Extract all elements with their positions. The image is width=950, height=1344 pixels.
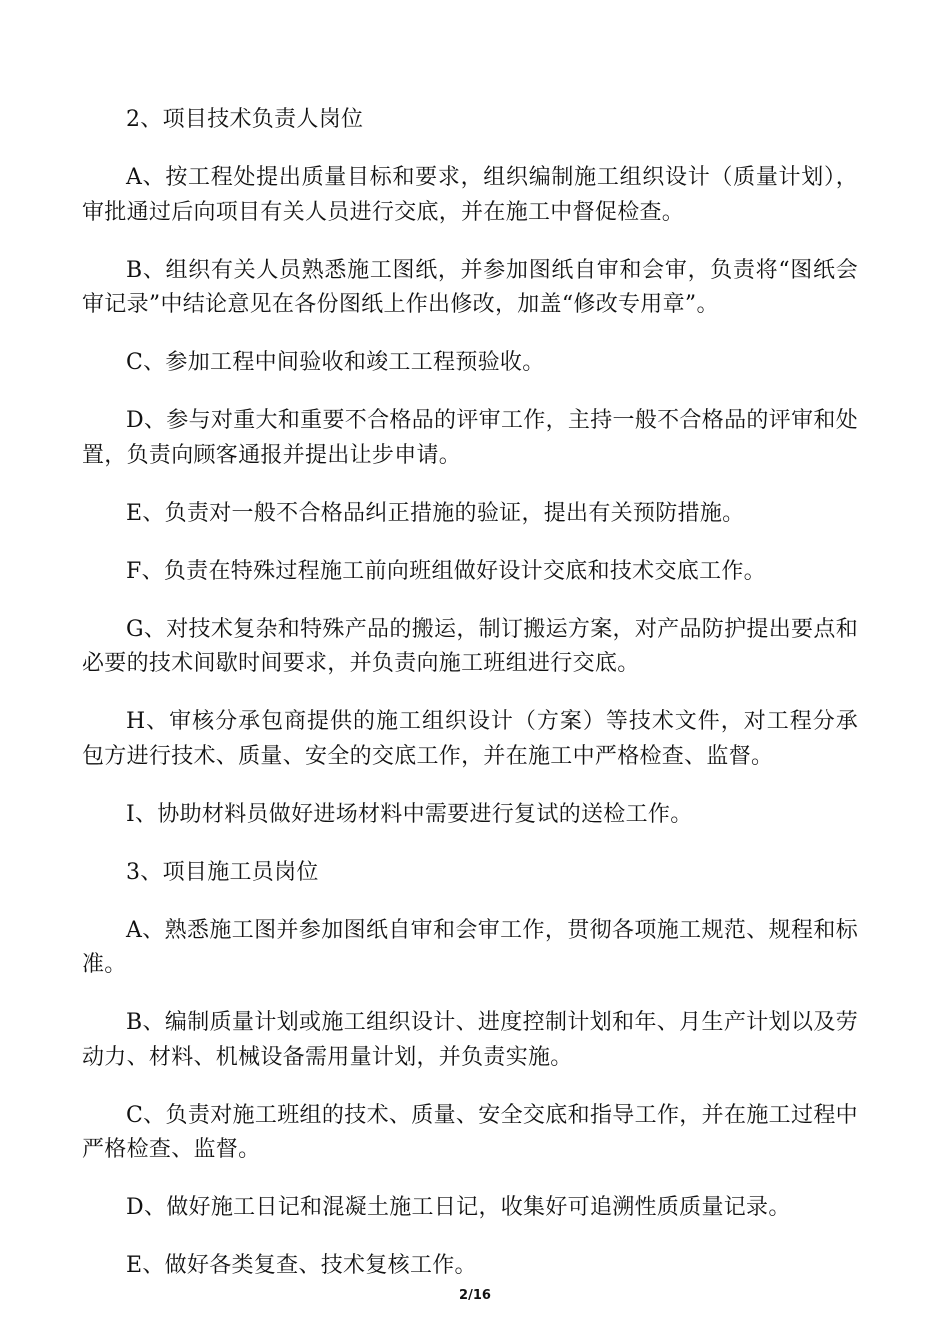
page-number: 2/16 (459, 1288, 491, 1303)
paragraph-item-b: B、组织有关人员熟悉施工图纸，并参加图纸自审和会审，负责将“图纸会审记录”中结论意见在各份图纸上作出修改，加盖“修改专用章”。 (82, 257, 858, 317)
paragraph-item-d2: D、做好施工日记和混凝土施工日记，收集好可追溯性质质量记录。 (126, 1195, 791, 1220)
document-body (82, 103, 858, 1307)
paragraph-item-a: A、按工程处提出质量目标和要求，组织编制施工组织设计（质量计划），审批通过后向项目有关人员进行交底，并在施工中督促检查。 (82, 165, 858, 225)
section-heading-technical-lead: 2、项目技术负责人岗位 (126, 107, 364, 132)
paragraph-item-e: E、负责对一般不合格品纠正措施的验证，提出有关预防措施。 (126, 500, 745, 526)
paragraph-item-c2: C、负责对施工班组的技术、质量、安全交底和指导工作，并在施工过程中严格检查、监督。 (82, 1102, 858, 1162)
paragraph-item-e2: E、做好各类复查、技术复核工作。 (126, 1253, 477, 1278)
paragraph-item-h: H、审核分承包商提供的施工组织设计（方案）等技术文件，对工程分承包方进行技术、质量、安全的交底工作，并在施工中严格检查、监督。 (82, 709, 858, 769)
paragraph-item-i: I、协助材料员做好进场材料中需要进行复试的送检工作。 (126, 801, 693, 827)
paragraph-item-c: C、参加工程中间验收和竣工工程预验收。 (126, 350, 545, 375)
section-heading-construction-officer: 3、项目施工员岗位 (126, 859, 319, 885)
paragraph-item-g: G、对技术复杂和特殊产品的搬运，制订搬运方案，对产品防护提出要点和必要的技术间歇时间要求，并负责向施工班组进行交底。 (82, 616, 858, 676)
paragraph-item-d: D、参与对重大和重要不合格品的评审工作，主持一般不合格品的评审和处置，负责向顾客通报并提出让步申请。 (82, 408, 858, 468)
paragraph-item-f: F、负责在特殊过程施工前向班组做好设计交底和技术交底工作。 (126, 558, 766, 584)
paragraph-item-a2: A、熟悉施工图并参加图纸自审和会审工作，贯彻各项施工规范、规程和标准。 (82, 917, 858, 977)
paragraph-item-b2: B、编制质量计划或施工组织设计、进度控制计划和年、月生产计划以及劳动力、材料、机械设备需用量计划，并负责实施。 (82, 1010, 858, 1070)
